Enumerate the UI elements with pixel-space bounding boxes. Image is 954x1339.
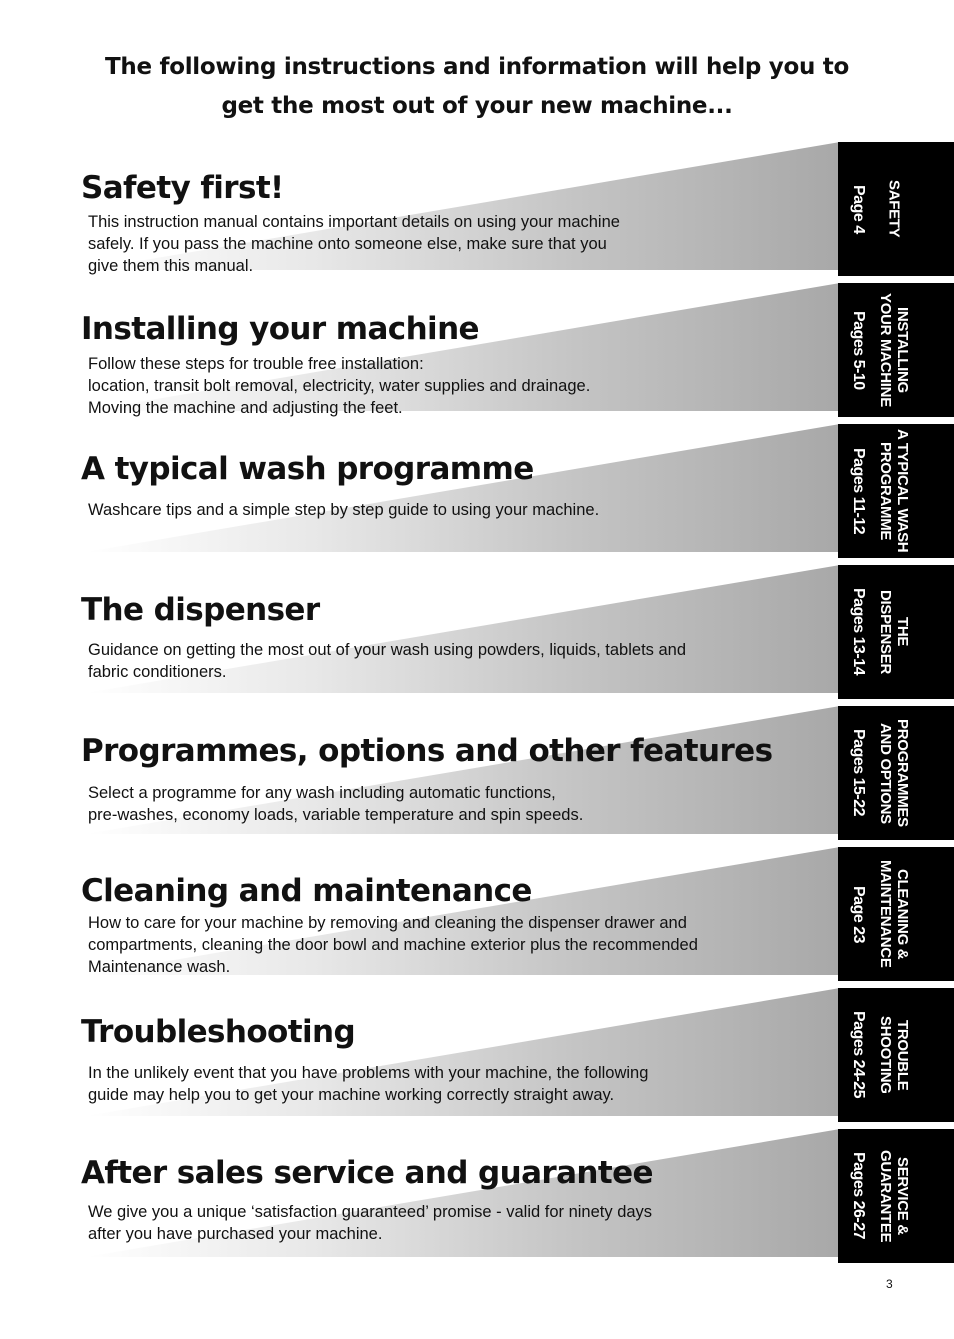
section-service xyxy=(0,1129,954,1265)
section-title: Cleaning and maintenance xyxy=(81,873,532,909)
tab-title: THE DISPENSER xyxy=(877,590,911,674)
section-safety xyxy=(0,142,954,278)
tab-page: Pages 15-22 xyxy=(850,729,867,817)
section-title: Installing your machine xyxy=(81,311,479,347)
intro-heading xyxy=(0,48,954,126)
section-cleaning xyxy=(0,847,954,983)
section-programmes xyxy=(0,706,954,842)
section-description: In the unlikely event that you have problems with your machine, the following guide may help you to get your machine working correctly straight away. xyxy=(88,1064,649,1104)
tab-page: Page 4 xyxy=(850,184,867,234)
section-description: How to care for your machine by removing and cleaning the dispenser drawer and compartments, cleaning the door bowl and machine exterior plus the recommended Maintenance wash. xyxy=(88,914,698,976)
section-title: The dispenser xyxy=(81,592,320,628)
section-description: We give you a unique ‘satisfaction guaranteed’ promise - valid for ninety days after you have purchased your machine. xyxy=(88,1203,653,1243)
intro-line-1: The following instructions and information will help you to xyxy=(105,54,849,80)
tab-page: Page 23 xyxy=(850,885,867,943)
section-installing xyxy=(0,283,954,419)
tab-title: A TYPICAL WASH PROGRAMME xyxy=(877,429,911,553)
tab-title: TROUBLE SHOOTING xyxy=(877,1016,911,1094)
section-title: After sales service and guarantee xyxy=(81,1155,653,1191)
tab-title: PROGRAMMES AND OPTIONS xyxy=(877,719,911,827)
section-description: This instruction manual contains important details on using your machine safely. If you pass the machine onto someone else, make sure that you give them this manual. xyxy=(88,213,620,275)
tab-page: Pages 13-14 xyxy=(850,588,867,676)
tab-page: Pages 24-25 xyxy=(850,1011,867,1099)
section-description: Select a programme for any wash including automatic functions, pre-washes, economy loads, variable temperature and spin speeds. xyxy=(88,784,584,824)
section-title: Safety first! xyxy=(81,170,284,206)
tab-title: SERVICE & GUARANTEE xyxy=(877,1149,911,1243)
tab-page: Pages 5-10 xyxy=(850,310,867,390)
intro-line-2: get the most out of your new machine... xyxy=(221,93,733,119)
section-title: Troubleshooting xyxy=(81,1014,356,1050)
tab-title: SAFETY xyxy=(885,180,903,238)
section-dispenser xyxy=(0,565,954,701)
tab-title: CLEANING & MAINTENANCE xyxy=(877,860,911,968)
section-title: A typical wash programme xyxy=(81,451,534,487)
tab-title: INSTALLING YOUR MACHINE xyxy=(877,293,911,407)
page-number: 3 xyxy=(886,1277,893,1291)
section-title: Programmes, options and other features xyxy=(81,733,773,769)
section-troubleshooting xyxy=(0,988,954,1124)
tab-page: Pages 11-12 xyxy=(850,447,867,535)
section-typical-wash xyxy=(0,424,954,560)
section-wedge xyxy=(86,424,840,552)
section-description: Guidance on getting the most out of your wash using powders, liquids, tablets and fabric conditioners. xyxy=(88,641,687,681)
section-description: Follow these steps for trouble free installation: location, transit bolt removal, electricity, water supplies and drainage. Moving the machine and adjusting the feet. xyxy=(88,355,591,417)
tab-page: Pages 26-27 xyxy=(850,1152,867,1240)
section-description: Washcare tips and a simple step by step guide to using your machine. xyxy=(88,501,600,519)
